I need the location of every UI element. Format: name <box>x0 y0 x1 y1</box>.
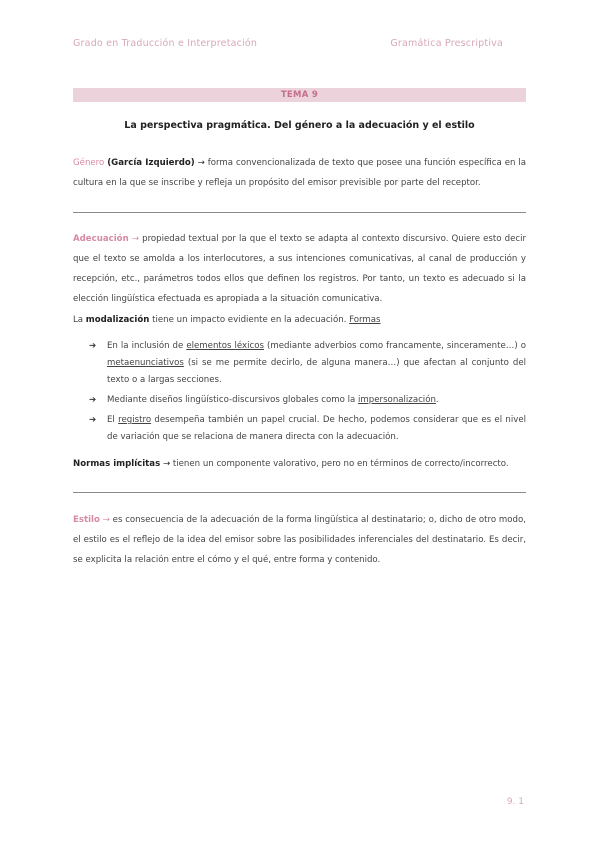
genero-text: forma convencionalizada de texto que posee una función específica en la cultura en la que se inscribe y refleja un propósito del emisor previsible por parte del receptor. <box>73 158 527 188</box>
header-subject: Gramática Prescriptiva <box>390 38 503 49</box>
impersonalizacion-link: impersonalización <box>358 395 436 405</box>
bullet-text: Mediante diseños lingüístico-discursivos globales como la <box>107 395 356 405</box>
arrow-bullet-icon: ➔ <box>89 395 97 405</box>
page-number: 9. 1 <box>506 797 524 807</box>
metaenunciativos-link: metaenunciativos <box>107 358 184 368</box>
divider <box>73 492 526 493</box>
modalizacion-pre: La <box>73 315 84 325</box>
arrow-icon: → <box>197 158 205 168</box>
normas-term: Normas implícitas <box>73 459 161 469</box>
formas-link: Formas <box>349 315 381 325</box>
adecuacion-definition <box>73 229 526 309</box>
arrow-bullet-icon: ➔ <box>89 415 97 425</box>
modalizacion-paragraph <box>73 310 526 330</box>
adecuacion-term: Adecuación <box>73 234 129 244</box>
normas-paragraph <box>73 454 526 474</box>
arrow-icon: → <box>102 515 110 525</box>
divider <box>73 212 526 213</box>
estilo-text: es consecuencia de la adecuación de la forma lingüística al destinatario; o, dicho de otro modo, el estilo es el reflejo de la idea del emisor sobre las posibilidades inferenciales del destinatario. Es decir, se explicita la relación entre el cómo y el qué, entre forma y contenido. <box>73 515 527 565</box>
formas-list <box>73 338 526 446</box>
bullet-text: El <box>107 415 115 425</box>
bullet-text: (mediante adverbios como francamente, sinceramente…) o <box>267 341 527 351</box>
estilo-definition <box>73 510 526 570</box>
modalizacion-mid: tiene un impacto evidiente en la adecuación. <box>152 315 347 325</box>
arrow-icon: → <box>162 459 171 469</box>
arrow-icon: → <box>131 234 140 244</box>
genero-author: (García Izquierdo) <box>107 158 195 168</box>
genero-definition <box>73 153 526 193</box>
normas-text: tienen un componente valorativo, pero no en términos de correcto/incorrecto. <box>172 459 509 469</box>
genero-term: Género <box>73 158 105 168</box>
section-subtitle: La perspectiva pragmática. Del género a la adecuación y el estilo <box>124 120 475 131</box>
bullet-text: . <box>435 395 439 405</box>
topic-banner <box>73 88 526 102</box>
bullet-text: En la inclusión de <box>107 341 184 351</box>
elementos-lexicos-link: elementos léxicos <box>186 341 264 351</box>
topic-title: TEMA 9 <box>280 90 319 100</box>
bullet-text: (si se me permite decirlo, de alguna manera…) que afectan al conjunto del texto o a largas secciones. <box>107 358 526 385</box>
modalizacion-term: modalización <box>85 315 150 325</box>
list-item <box>73 412 526 446</box>
list-item <box>73 338 526 389</box>
adecuacion-text: propiedad textual por la que el texto se adapta al contexto discursivo. Quiere esto decir que el texto se amolda a los interlocutores, a sus intenciones comunicativas, al canal de producción y recepción, etc., parámetros todos ellos que definen los registros. Por tanto, un texto es adecuado si la elección lingüística efectuada es apropiada a la situación comunicativa. <box>73 234 527 304</box>
header-course: Grado en Traducción e Interpretación <box>73 38 258 49</box>
registro-link: registro <box>118 415 152 425</box>
list-item <box>73 392 526 409</box>
arrow-bullet-icon: ➔ <box>89 341 97 351</box>
estilo-term: Estilo <box>73 515 100 525</box>
bullet-text: desempeña también un papel crucial. De hecho, podemos considerar que es el nivel de variación que se relaciona de manera directa con la adecuación. <box>107 415 527 442</box>
